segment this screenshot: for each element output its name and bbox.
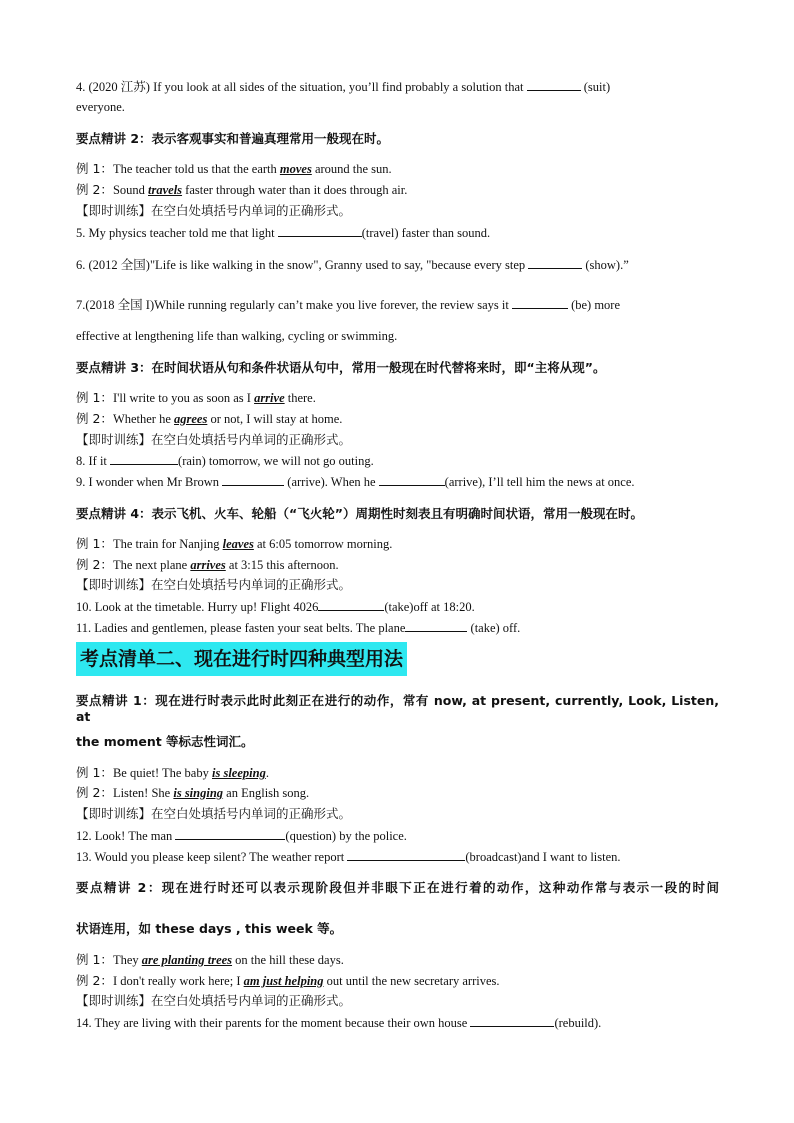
example-text: Be quiet! The baby bbox=[112, 766, 212, 780]
example-label: 例 1： bbox=[76, 161, 113, 176]
example-text: The next plane bbox=[112, 558, 191, 572]
example-text: The train for Nanjing bbox=[112, 537, 223, 551]
question-6 bbox=[76, 256, 719, 273]
question-8-hint: (rain) tomorrow, we will not go outing. bbox=[178, 454, 374, 468]
question-12-text: 12. Look! The man bbox=[76, 829, 176, 843]
example-2 bbox=[76, 785, 719, 801]
question-4-hint: (suit) bbox=[583, 80, 611, 94]
example-text: The teacher told us that the earth bbox=[112, 162, 280, 176]
example-answer: is sleeping bbox=[212, 766, 266, 780]
question-8-text: 8. If it bbox=[76, 454, 111, 468]
key-point-3-heading: 要点精讲 3：在时间状语从句和条件状语从句中，常用一般现在时代替将来时，即“主将从现”。 bbox=[76, 360, 606, 375]
question-6-text: 6. (2012 全国)"Life is like walking in the snow", Granny used to say, "because every step bbox=[76, 258, 529, 272]
practice-instruction: 【即时训练】在空白处填括号内单词的正确形式。 bbox=[76, 203, 352, 218]
example-text: Sound bbox=[112, 183, 149, 197]
answer-blank[interactable] bbox=[405, 619, 467, 632]
example-1 bbox=[76, 952, 719, 968]
question-4-continued bbox=[76, 99, 719, 115]
example-label: 例 1： bbox=[76, 536, 113, 551]
question-6-hint: (show).” bbox=[582, 258, 629, 272]
answer-blank[interactable] bbox=[379, 473, 445, 486]
example-text: They bbox=[112, 953, 142, 967]
example-text: out until the new secretary arrives. bbox=[323, 974, 500, 988]
example-text: there. bbox=[284, 391, 316, 405]
question-4-text-end: everyone. bbox=[76, 100, 125, 114]
question-11-text: 11. Ladies and gentlemen, please fasten your seat belts. The plane bbox=[76, 621, 406, 635]
example-2 bbox=[76, 557, 719, 573]
example-label: 例 1： bbox=[76, 765, 113, 780]
example-1 bbox=[76, 390, 719, 406]
question-10-text: 10. Look at the timetable. Hurry up! Flight 4026 bbox=[76, 600, 319, 614]
question-13 bbox=[76, 848, 719, 865]
example-1 bbox=[76, 161, 719, 177]
example-answer: moves bbox=[279, 162, 312, 176]
example-text: I'll write to you as soon as I bbox=[112, 391, 255, 405]
example-text: on the hill these days. bbox=[232, 953, 344, 967]
example-text: Listen! She bbox=[112, 786, 174, 800]
section-2-title: 考点清单二、现在进行时四种典型用法 bbox=[76, 642, 407, 676]
example-label: 例 1： bbox=[76, 390, 113, 405]
answer-blank[interactable] bbox=[528, 256, 582, 269]
section-2-point-2-heading: 要点精讲 2：现在进行时还可以表示现阶段但并非眼下正在进行着的动作，这种动作常与表示一段的时间 bbox=[76, 880, 719, 895]
example-text: . bbox=[265, 766, 269, 780]
question-8 bbox=[76, 452, 719, 469]
question-7-text: 7.(2018 全国 I)While running regularly can’t make you live forever, the review says it bbox=[76, 298, 509, 312]
key-point-4-heading: 要点精讲 4：表示飞机、火车、轮船（“飞火轮”）周期性时刻表且有明确时间状语，常用一般现在时。 bbox=[76, 506, 643, 521]
question-4 bbox=[76, 78, 719, 95]
practice-instruction: 【即时训练】在空白处填括号内单词的正确形式。 bbox=[76, 577, 352, 592]
question-9-text: (arrive). When he bbox=[284, 475, 379, 489]
example-1 bbox=[76, 765, 719, 781]
answer-blank[interactable] bbox=[347, 848, 465, 861]
example-answer: arrives bbox=[190, 558, 226, 572]
example-label: 例 2： bbox=[76, 411, 113, 426]
question-5 bbox=[76, 224, 719, 241]
question-12 bbox=[76, 827, 719, 844]
example-label: 例 2： bbox=[76, 973, 113, 988]
practice-instruction: 【即时训练】在空白处填括号内单词的正确形式。 bbox=[76, 432, 352, 447]
answer-blank[interactable] bbox=[470, 1014, 554, 1027]
example-1 bbox=[76, 536, 719, 552]
answer-blank[interactable] bbox=[110, 452, 178, 465]
practice-instruction: 【即时训练】在空白处填括号内单词的正确形式。 bbox=[76, 806, 352, 821]
question-12-hint: (question) by the police. bbox=[285, 829, 407, 843]
answer-blank[interactable] bbox=[512, 296, 568, 309]
question-5-text: 5. My physics teacher told me that light bbox=[76, 226, 278, 240]
section-2-point-1-heading: 要点精讲 1：现在进行时表示此时此刻正在进行的动作，常有 now, at present, currently, Look, Listen, at bbox=[76, 693, 719, 724]
answer-blank[interactable] bbox=[175, 827, 285, 840]
example-2 bbox=[76, 182, 719, 198]
question-14 bbox=[76, 1014, 719, 1031]
example-text: at 6:05 tomorrow morning. bbox=[253, 537, 393, 551]
example-answer: leaves bbox=[222, 537, 254, 551]
answer-blank[interactable] bbox=[527, 78, 581, 91]
example-text: around the sun. bbox=[311, 162, 392, 176]
example-answer: is singing bbox=[173, 786, 224, 800]
example-text: an English song. bbox=[223, 786, 310, 800]
question-13-hint: (broadcast)and I want to listen. bbox=[465, 850, 621, 864]
section-2-point-1-heading-continued: the moment 等标志性词汇。 bbox=[76, 734, 254, 749]
question-7-hint: (be) more bbox=[571, 298, 621, 312]
question-4-text: 4. (2020 江苏) If you look at all sides of the situation, you’ll find probably a solution that bbox=[76, 80, 524, 94]
example-text: or not, I will stay at home. bbox=[207, 412, 343, 426]
example-text: Whether he bbox=[112, 412, 175, 426]
example-answer: arrive bbox=[254, 391, 285, 405]
question-9-hint: (arrive), I’ll tell him the news at once. bbox=[444, 475, 635, 489]
example-label: 例 2： bbox=[76, 557, 113, 572]
section-2-point-2-heading-continued: 状语连用，如 these days , this week 等。 bbox=[76, 921, 343, 936]
example-answer: travels bbox=[148, 183, 183, 197]
answer-blank[interactable] bbox=[318, 598, 384, 611]
question-7 bbox=[76, 296, 719, 313]
example-label: 例 2： bbox=[76, 182, 113, 197]
question-14-hint: (rebuild). bbox=[554, 1016, 602, 1030]
example-text: faster through water than it does through air. bbox=[182, 183, 408, 197]
example-text: I don't really work here; I bbox=[112, 974, 244, 988]
question-11 bbox=[76, 619, 719, 636]
question-10-hint: (take)off at 18:20. bbox=[384, 600, 475, 614]
question-10 bbox=[76, 598, 719, 615]
answer-blank[interactable] bbox=[222, 473, 284, 486]
question-13-text: 13. Would you please keep silent? The weather report bbox=[76, 850, 348, 864]
question-14-text: 14. They are living with their parents for the moment because their own house bbox=[76, 1016, 471, 1030]
question-11-hint: (take) off. bbox=[467, 621, 521, 635]
example-2 bbox=[76, 411, 719, 427]
question-9-text: 9. I wonder when Mr Brown bbox=[76, 475, 223, 489]
example-label: 例 2： bbox=[76, 785, 113, 800]
example-answer: am just helping bbox=[243, 974, 324, 988]
example-2 bbox=[76, 973, 719, 989]
example-answer: agrees bbox=[174, 412, 208, 426]
question-7-continued: effective at lengthening life than walking, cycling or swimming. bbox=[76, 329, 398, 343]
example-answer: are planting trees bbox=[141, 953, 233, 967]
answer-blank[interactable] bbox=[278, 224, 362, 237]
question-5-hint: (travel) faster than sound. bbox=[361, 226, 491, 240]
question-9 bbox=[76, 473, 719, 490]
example-label: 例 1： bbox=[76, 952, 113, 967]
example-text: at 3:15 this afternoon. bbox=[225, 558, 339, 572]
practice-instruction: 【即时训练】在空白处填括号内单词的正确形式。 bbox=[76, 993, 352, 1008]
key-point-2-heading: 要点精讲 2：表示客观事实和普遍真理常用一般现在时。 bbox=[76, 131, 390, 146]
